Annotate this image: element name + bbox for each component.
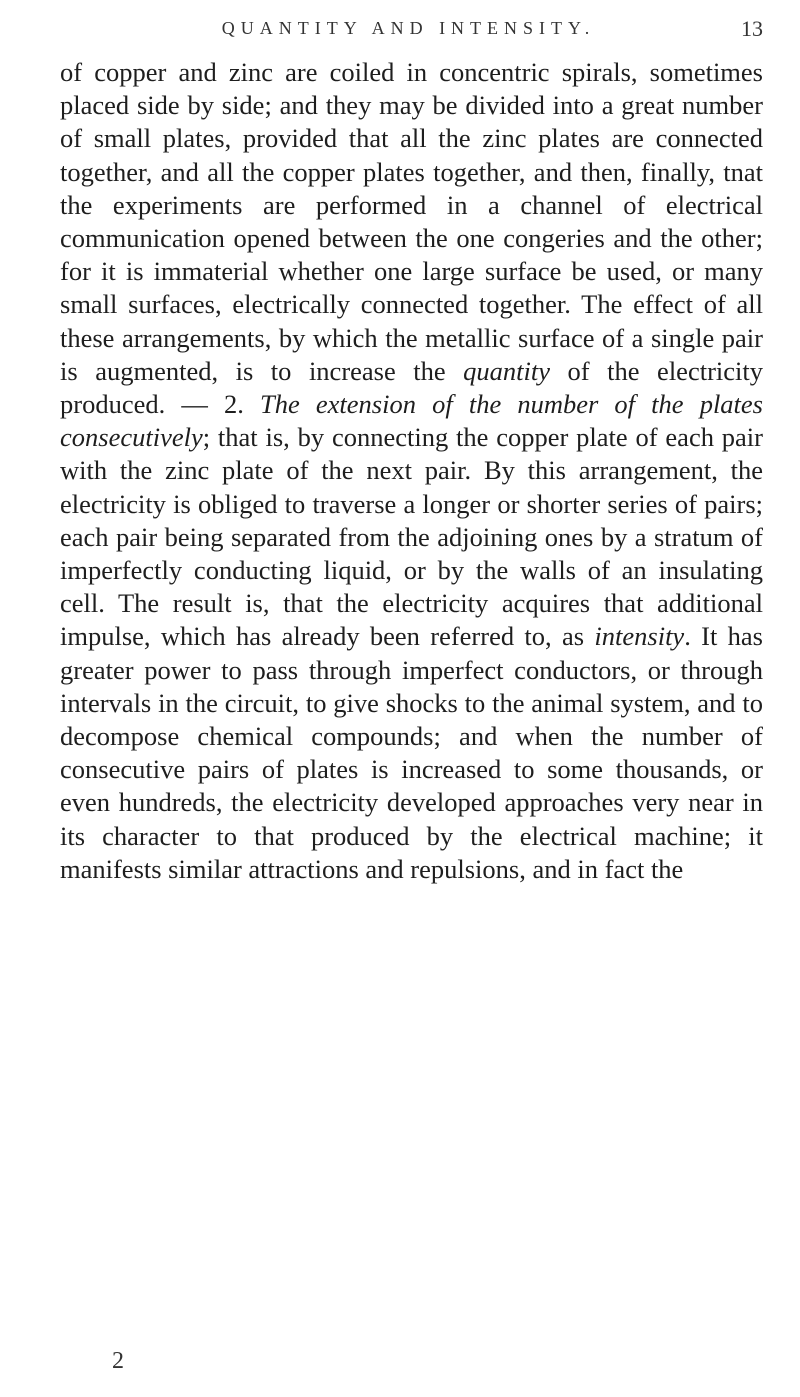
text-segment: . It has greater power to pass through imperfect conductors, or through intervals in the circuit, to give shocks to the animal system, and to decompose chemical compounds; and when the number of consecutive pairs of plates is increased to some thousands, or even hundreds, the electricity developed approaches very near in its character to that produced by the electrical machine; it manifests similar attractions and repulsions, and in fact the bbox=[60, 621, 763, 884]
italic-term-quantity: quantity bbox=[463, 355, 551, 386]
text-segment: ; that is, by connecting the copper plate of each pair with the zinc plate of the next pair. By this arrangement, the electricity is obliged to traverse a longer or shorter series of pairs; each pair being separated from the adjoining ones by a stratum of imperfectly conducting liquid, or by the walls of an insulating cell. The result is, that the electricity acquires that additional impulse, which has already been referred to, as bbox=[60, 422, 763, 652]
italic-term-intensity: intensity bbox=[594, 621, 685, 652]
body-text bbox=[60, 56, 763, 886]
signature-mark: 2 bbox=[112, 1348, 124, 1374]
running-title: QUANTITY AND INTENSITY. bbox=[221, 18, 596, 38]
page-number: 13 bbox=[741, 16, 763, 41]
paragraph bbox=[60, 56, 763, 886]
running-head bbox=[60, 8, 763, 48]
italic-heading-extension: The extension of the number of the plates consecutively bbox=[60, 389, 763, 453]
text-segment: of the electricity produced. — 2. bbox=[60, 355, 763, 420]
text-segment: of copper and zinc are coiled in concentric spirals, sometimes placed side by side; and they may be divided into a great number of small plates, provided that all the zinc plates are connected together, and all the copper plates together, and then, finally, tnat the experiments are performed in a channel of electrical communication opened between the one congeries and the other; for it is immaterial whether one large surface be used, or many small surfaces, electrically connected together. The effect of all these arrangements, by which the metallic surface of a single pair is augmented, is to increase the bbox=[60, 57, 763, 386]
